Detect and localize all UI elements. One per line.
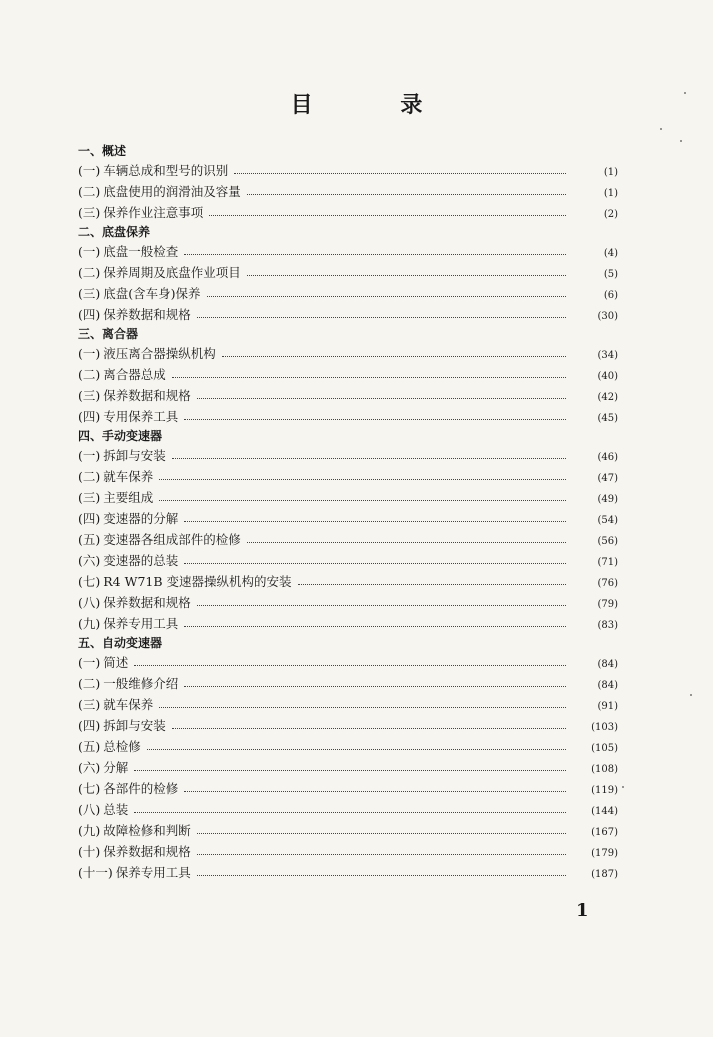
toc-entry xyxy=(78,445,618,466)
toc-entry xyxy=(78,757,618,778)
entry-title: 保养专用工具 xyxy=(115,865,191,880)
entry-title: 简述 xyxy=(103,655,129,670)
entry-page: (4) xyxy=(603,248,618,259)
entry-page: (49) xyxy=(597,494,618,505)
dot-leader xyxy=(147,749,566,750)
entry-page: (54) xyxy=(597,515,618,526)
entry-title: 拆卸与安装 xyxy=(103,448,166,463)
entry-page: (47) xyxy=(597,473,618,484)
entry-page: (45) xyxy=(597,413,618,424)
section-heading: 一、概述 xyxy=(78,144,127,158)
entry-title: 保养专用工具 xyxy=(103,616,179,631)
toc-entry xyxy=(78,715,618,736)
dot-leader xyxy=(247,275,566,276)
dot-leader xyxy=(234,173,566,174)
entry-number: (四) xyxy=(78,511,101,526)
dot-leader xyxy=(222,356,566,357)
section-heading: 二、底盘保养 xyxy=(78,225,151,239)
entry-number: (一) xyxy=(78,163,101,178)
dot-leader xyxy=(184,791,566,792)
toc-entry xyxy=(78,778,618,799)
toc-entry xyxy=(78,385,618,406)
entry-title: 一般维修介绍 xyxy=(103,676,179,691)
toc-entry xyxy=(78,283,618,304)
toc-entry xyxy=(78,799,618,820)
toc-entry xyxy=(78,862,618,883)
entry-title: 变速器各组成部件的检修 xyxy=(103,532,241,547)
entry-page: (71) xyxy=(597,557,618,568)
entry-title: 分解 xyxy=(103,760,129,775)
entry-page: (187) xyxy=(591,869,618,880)
entry-number: (四) xyxy=(78,307,101,322)
dot-leader xyxy=(134,770,566,771)
dot-leader xyxy=(184,419,566,420)
entry-number: (九) xyxy=(78,823,101,838)
entry-number: (六) xyxy=(78,760,101,775)
entry-number: (八) xyxy=(78,595,101,610)
toc-entry xyxy=(78,343,618,364)
entry-page: (79) xyxy=(597,599,618,610)
toc-entry xyxy=(78,304,618,325)
scan-speck xyxy=(684,92,686,94)
dot-leader xyxy=(159,479,566,480)
entry-title: 底盘(含车身)保养 xyxy=(103,286,201,301)
entry-title: 专用保养工具 xyxy=(103,409,179,424)
entry-title: 保养数据和规格 xyxy=(103,307,191,322)
entry-number: (十一) xyxy=(78,865,113,880)
entry-number: (七) xyxy=(78,781,101,796)
toc-entry xyxy=(78,571,618,592)
dot-leader xyxy=(207,296,566,297)
entry-number: (五) xyxy=(78,532,101,547)
toc-entry xyxy=(78,529,618,550)
entry-page: (144) xyxy=(591,806,618,817)
dot-leader xyxy=(247,542,566,543)
table-of-contents xyxy=(78,142,618,883)
toc-entry xyxy=(78,406,618,427)
entry-number: (七) xyxy=(78,574,101,589)
entry-number: (三) xyxy=(78,286,101,301)
toc-entry xyxy=(78,487,618,508)
dot-leader xyxy=(197,875,566,876)
entry-title: 底盘使用的润滑油及容量 xyxy=(103,184,241,199)
toc-entry xyxy=(78,241,618,262)
toc-entry xyxy=(78,673,618,694)
entry-page: (6) xyxy=(603,290,618,301)
scan-speck xyxy=(690,694,692,696)
entry-number: (二) xyxy=(78,265,101,280)
entry-number: (四) xyxy=(78,718,101,733)
entry-page: (103) xyxy=(591,722,618,733)
entry-number: (四) xyxy=(78,409,101,424)
entry-number: (二) xyxy=(78,469,101,484)
dot-leader xyxy=(134,812,566,813)
entry-number: (三) xyxy=(78,205,101,220)
scan-speck xyxy=(660,128,662,130)
toc-entry xyxy=(78,841,618,862)
page-title: 目 录 xyxy=(290,92,463,118)
entry-title: 主要组成 xyxy=(103,490,154,505)
entry-page: (119) xyxy=(591,785,618,796)
entry-number: (二) xyxy=(78,676,101,691)
entry-page: (105) xyxy=(591,743,618,754)
toc-entry xyxy=(78,592,618,613)
entry-page: (30) xyxy=(597,311,618,322)
entry-number: (九) xyxy=(78,616,101,631)
entry-title: R4 W71B 变速器操纵机构的安装 xyxy=(103,574,292,589)
dot-leader xyxy=(197,605,566,606)
entry-title: 离合器总成 xyxy=(103,367,166,382)
entry-title: 各部件的检修 xyxy=(103,781,179,796)
dot-leader xyxy=(197,398,566,399)
toc-entry xyxy=(78,364,618,385)
entry-title: 故障检修和判断 xyxy=(103,823,191,838)
dot-leader xyxy=(172,377,566,378)
entry-number: (二) xyxy=(78,367,101,382)
toc-entry xyxy=(78,160,618,181)
entry-page: (2) xyxy=(603,209,618,220)
dot-leader xyxy=(172,728,566,729)
entry-title: 保养作业注意事项 xyxy=(103,205,204,220)
entry-page: (179) xyxy=(591,848,618,859)
dot-leader xyxy=(159,707,566,708)
entry-page: (40) xyxy=(597,371,618,382)
section-heading: 三、离合器 xyxy=(78,327,139,341)
entry-title: 就车保养 xyxy=(103,469,154,484)
entry-page: (1) xyxy=(603,188,618,199)
entry-title: 就车保养 xyxy=(103,697,154,712)
toc-entry xyxy=(78,508,618,529)
entry-number: (五) xyxy=(78,739,101,754)
entry-title: 变速器的分解 xyxy=(103,511,179,526)
entry-page: (42) xyxy=(597,392,618,403)
toc-entry xyxy=(78,550,618,571)
dot-leader xyxy=(197,854,566,855)
entry-number: (一) xyxy=(78,346,101,361)
toc-entry xyxy=(78,202,618,223)
entry-title: 保养数据和规格 xyxy=(103,388,191,403)
entry-title: 总装 xyxy=(103,802,129,817)
entry-page: (84) xyxy=(597,659,618,670)
section-heading: 四、手动变速器 xyxy=(78,429,163,443)
entry-title: 车辆总成和型号的识别 xyxy=(103,163,229,178)
dot-leader xyxy=(184,563,566,564)
toc-entry xyxy=(78,466,618,487)
toc-entry xyxy=(78,694,618,715)
toc-entry xyxy=(78,181,618,202)
entry-title: 变速器的总装 xyxy=(103,553,179,568)
dot-leader xyxy=(134,665,566,666)
entry-title: 保养数据和规格 xyxy=(103,595,191,610)
dot-leader xyxy=(197,317,566,318)
entry-number: (三) xyxy=(78,697,101,712)
entry-page: (91) xyxy=(597,701,618,712)
dot-leader xyxy=(172,458,566,459)
toc-entry xyxy=(78,820,618,841)
dot-leader xyxy=(184,254,566,255)
dot-leader xyxy=(159,500,566,501)
dot-leader xyxy=(184,686,566,687)
entry-number: (一) xyxy=(78,655,101,670)
scan-speck xyxy=(622,786,624,788)
entry-page: (76) xyxy=(597,578,618,589)
scan-speck xyxy=(680,140,682,142)
entry-number: (三) xyxy=(78,490,101,505)
entry-number: (三) xyxy=(78,388,101,403)
entry-number: (十) xyxy=(78,844,101,859)
entry-page: (167) xyxy=(591,827,618,838)
entry-title: 液压离合器操纵机构 xyxy=(103,346,216,361)
dot-leader xyxy=(247,194,566,195)
entry-page: (84) xyxy=(597,680,618,691)
entry-page: (1) xyxy=(603,167,618,178)
entry-title: 保养数据和规格 xyxy=(103,844,191,859)
dot-leader xyxy=(209,215,566,216)
entry-number: (一) xyxy=(78,244,101,259)
entry-title: 拆卸与安装 xyxy=(103,718,166,733)
entry-page: (34) xyxy=(597,350,618,361)
dot-leader xyxy=(184,626,566,627)
dot-leader xyxy=(197,833,566,834)
toc-entry xyxy=(78,652,618,673)
entry-number: (八) xyxy=(78,802,101,817)
dot-leader xyxy=(184,521,566,522)
entry-page: (108) xyxy=(591,764,618,775)
section-heading: 五、自动变速器 xyxy=(78,636,163,650)
toc-entry xyxy=(78,736,618,757)
entry-page: (83) xyxy=(597,620,618,631)
entry-page: (5) xyxy=(603,269,618,280)
toc-entry xyxy=(78,613,618,634)
entry-title: 总检修 xyxy=(103,739,141,754)
entry-page: (46) xyxy=(597,452,618,463)
toc-entry xyxy=(78,262,618,283)
entry-number: (六) xyxy=(78,553,101,568)
entry-number: (一) xyxy=(78,448,101,463)
entry-page: (56) xyxy=(597,536,618,547)
entry-title: 保养周期及底盘作业项目 xyxy=(103,265,241,280)
dot-leader xyxy=(298,584,566,585)
entry-number: (二) xyxy=(78,184,101,199)
entry-title: 底盘一般检查 xyxy=(103,244,179,259)
page-number: 1 xyxy=(576,900,589,921)
